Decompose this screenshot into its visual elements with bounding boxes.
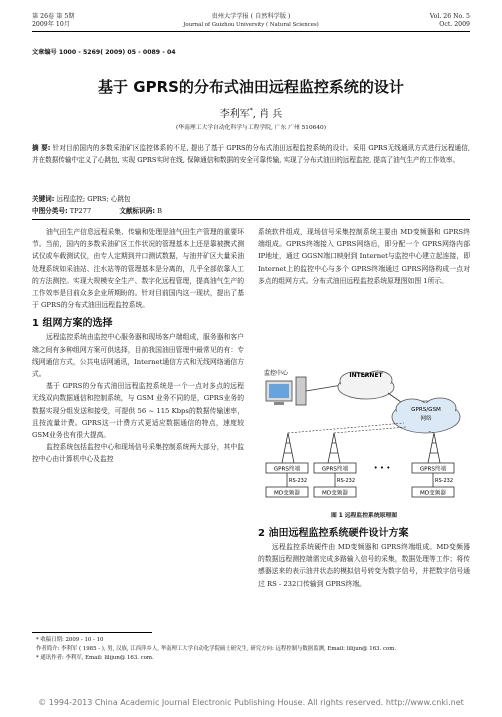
affiliation: (华南理工大学自动化科学与工程学院, 广东 广州 510640) <box>176 125 326 131</box>
gprs-terminal-1 <box>266 463 308 473</box>
header-vol-issue: 第 26卷 第 5期 <box>32 13 75 20</box>
internet-label: INTERNET <box>349 372 383 379</box>
md-inverter-3 <box>412 487 454 497</box>
keywords-label: 关键词: <box>32 195 55 203</box>
abstract <box>32 142 470 166</box>
abstract-label: 摘 要: <box>32 144 51 152</box>
abstract-rule <box>32 219 470 220</box>
authors-line <box>32 105 470 120</box>
left-paragraph-4: 监控系统包括监控中心和现场信号采集控制系统两大部分，其中监控中心由计算机中心及监控 <box>32 443 244 464</box>
copyright-footer: © 1994-2013 China Academic Journal Electronic Publishing House. All rights reserved. http://www.cnki.net <box>38 698 464 707</box>
gprs-gsm-label: GPRS/GSM <box>411 407 441 413</box>
md-inverter-1 <box>266 487 308 497</box>
header-date-cn: 2009年 10月 <box>32 21 70 28</box>
gprs-terminal-2 <box>314 463 356 473</box>
md-label: MD变频器 <box>420 490 446 497</box>
terminal-label: GPRS终端 <box>419 466 447 473</box>
article-number: 文章编号 1000 - 5269( 2009) 05 - 0089 - 04 <box>32 49 176 56</box>
rs232-label: RS-232 <box>289 478 307 484</box>
computer-icon <box>266 377 306 405</box>
gprs-terminal-3 <box>412 463 454 473</box>
paper-title: 基于 GPRS的分布式油田远程监控系统的设计 <box>98 78 404 96</box>
keywords-line <box>32 193 131 203</box>
right-paragraph-2: 远程监控系统硬件由 MD变频器和 GPRS终端组成。MD变频器的数据远程测控端需完成多路输入信号的采集，数据处理等工作；将传感器送来的表示油井状态的模拟信号转变为数字信号，并把数字信号通过 RS - 232口传输到 GPRS终端。 <box>258 543 470 588</box>
classification-line <box>32 205 162 215</box>
author-1: 李利军 <box>219 109 250 120</box>
footnote-author-intro: 作者简介: 李利军 ( 1985 - ), 男, 汉族, 江西萍乡人, 华南理工大学自动化学院硕士研究生, 研究方向: 远程控制与数据监测, Email: lilijun@ 163. com. <box>36 646 397 652</box>
header-date-en: Oct. 2009 <box>439 21 470 28</box>
section-heading-2: 2 油田远程监控系统硬件设计方案 <box>258 528 409 539</box>
right-paragraph-1: 系统软件组成，现场信号采集控制系统主要由 MD变频器和 GPRS终端组成。GPRS终端接入 GPRS网络后，即分配一个 GPRS网络内部 IP地址，通过 GGSN端口映射到 Internet与监控中心建立起连接，即 Internet上的监控中心与多个 GPRS终端通过 GPRS网络构成一点对多点的组网方式。分布式油田远程监控系统原理图如图 1所示。 <box>258 228 470 285</box>
keywords: 远程监控; GPRS; 心跳包 <box>56 195 131 203</box>
right-column <box>258 226 470 287</box>
clc-code: TP277 <box>69 207 92 215</box>
author-mark: * <box>249 107 253 115</box>
rs232-label: RS-232 <box>435 478 453 484</box>
footnote-corresponding: * 通讯作者: 李利军, Email: lilijun@ 163. com. <box>36 655 154 661</box>
figure-1 <box>258 363 470 505</box>
left-column <box>32 226 244 466</box>
figure-caption: 图 1 远程监控系统原理图 <box>330 513 398 519</box>
left-paragraph-3: 基于 GPRS的分布式油田远程监控系统是一个一点对多点的远程无线双向数据通信和控制系统，与 GSM 业务不同的是，GPRS业务的数据实现分组发送和接受，可提供 56 ~ 115 Kbps的数据传输速率，且按流量计费。GPRS这一计费方式更适应数据通信的特点，速度较 GSM业务也有很大提高。 <box>32 382 244 440</box>
md-inverter-2 <box>314 487 356 497</box>
left-paragraph-2: 远程监控系统由监控中心服务器和现场客户端组成，服务器和客户端之间有多种组网方案可供选择，目前我国油田管理中最常见的有：专线网通信方式，公共电话网通讯，Internet通信方式和无线网络通信方式。 <box>32 333 244 379</box>
clc-label: 中图分类号: <box>32 207 68 215</box>
terminal-label: GPRS终端 <box>321 466 349 473</box>
section-heading-1: 1 组网方案的选择 <box>32 318 113 330</box>
md-label: MD变频器 <box>322 490 348 497</box>
footnote-received: * 收稿日期: 2009 - 10 - 10 <box>36 637 104 643</box>
network-label: 网络 <box>420 416 432 422</box>
footnotes <box>36 636 466 663</box>
left-paragraph-1: 油气田生产信息远程采集、传输和处理是油气田生产管理的重要环节。当前，国内的多数采油矿区工作状况的管理基本上还是靠被携式测试仪或车载测试仪，由专人定期到井口测试数据，与油井矿区大量采油处理系统如采油站、注水站等的管理基本是分离的，几乎全部依靠人工的方法测控。实现大规模安全生产、数字化远程管理，提高油气生产的工作效率是目前众多企业所期盼的。针对目前国内这一现状，提出了基于 GPRS的分布式油田远程监控系统。 <box>32 228 244 310</box>
antenna-tower-icon <box>282 433 440 463</box>
header-rule <box>32 31 470 32</box>
doc-code-label: 文献标识码: <box>119 207 155 215</box>
ellipsis: • • • <box>373 464 391 472</box>
monitor-center-label: 监控中心 <box>264 370 289 377</box>
author-2: , 肖 兵 <box>252 109 283 120</box>
header-vol-en: Vol. 26 No. 5 <box>429 13 470 20</box>
header-journal-en: Journal of Guizhou University ( Natural Sciences) <box>183 22 319 28</box>
abstract-text: 针对目前国内的多数采油矿区监控体系的不足, 提出了基于 GPRS的分布式油田远程监控系统的设计。采用 GPRS无线通讯方式进行远程通信, 并在数据传输中定义了心跳包, 实现 GPRS实时在线, 保障通信和数据的安全可靠传输, 实现了分布式油田的远程监控, 提高了油气生产的工作效率。 <box>32 144 470 164</box>
doc-code: B <box>157 207 162 215</box>
header-journal-cn: 贵州大学学报 ( 自然科学版 ) <box>211 13 291 20</box>
footnote-rule <box>32 632 152 633</box>
md-label: MD变频器 <box>274 490 300 497</box>
terminal-label: GPRS终端 <box>273 466 301 473</box>
rs232-links <box>287 473 433 487</box>
rs232-label: RS-232 <box>337 478 355 484</box>
right-column-lower <box>258 524 470 590</box>
link-line <box>306 385 342 391</box>
